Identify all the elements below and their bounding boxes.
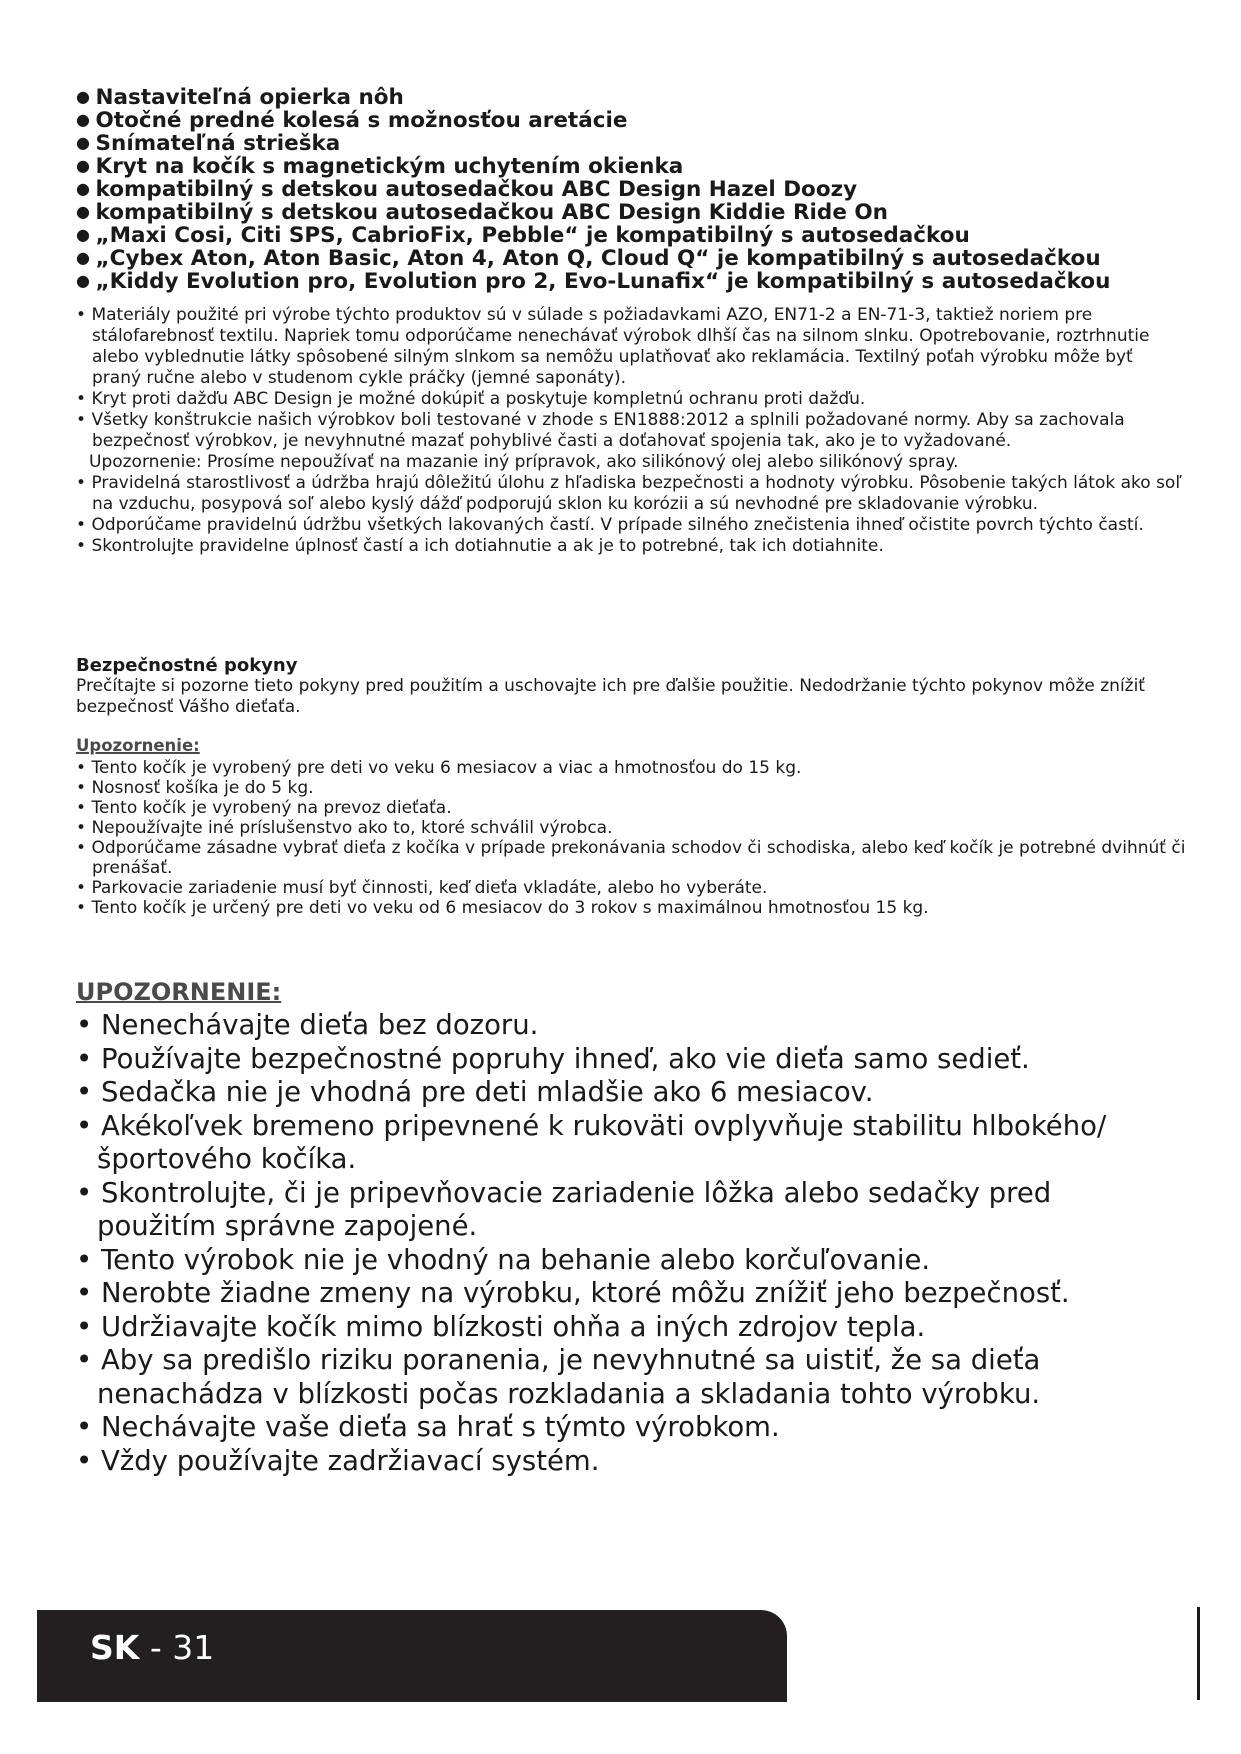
- warning-item: • Odporúčame zásadne vybrať dieťa z kočíka v prípade prekonávania schodov či schodiska, alebo keď kočík je potrebné dvihnúť či prenášať.: [76, 838, 1186, 878]
- warning-item-large: • Nechávajte vaše dieťa sa hrať s týmto výrobkom.: [76, 1411, 1176, 1445]
- warning-heading-small: Upozornenie:: [76, 736, 200, 755]
- warning-heading-large: UPOZORNENIE:: [76, 978, 282, 1006]
- warning-item: • Tento kočík je určený pre deti vo veku od 6 mesiacov do 3 rokov s maximálnou hmotnosťou 15 kg.: [76, 898, 1186, 918]
- warning-item-large: • Tento výrobok nie je vhodný na behanie alebo korčuľovanie.: [76, 1244, 1176, 1278]
- warning-item-large: • Nenechávajte dieťa bez dozoru.: [76, 1009, 1176, 1043]
- care-note: • Skontrolujte pravidelne úplnosť častí a ich dotiahnutie a ak je to potrebné, tak ich dotiahnite.: [76, 536, 1186, 557]
- feature-item: ● kompatibilný s detskou autosedačkou ABC Design Hazel Doozy: [76, 178, 1196, 201]
- safety-text: Prečítajte si pozorne tieto pokyny pred použitím a uschovajte ich pre ďalšie použitie. Nedodržanie týchto pokynov môže znížiť bezpečnosť Vášho dieťaťa.: [76, 676, 1145, 717]
- feature-item: ● Kryt na kočík s magnetickým uchytením okienka: [76, 155, 1196, 178]
- feature-item: ● Snímateľná strieška: [76, 132, 1196, 155]
- warning-item-large: • Sedačka nie je vhodná pre deti mladšie ako 6 mesiacov.: [76, 1076, 1176, 1110]
- warning-list-small: [76, 758, 1186, 918]
- language-code: SK: [90, 1628, 140, 1667]
- warning-item: • Tento kočík je vyrobený na prevoz dieťaťa.: [76, 798, 1186, 818]
- lubrication-warning: Upozornenie: Prosíme nepoužívať na mazanie iný prípravok, ako silikónový olej alebo silikónový spray.: [89, 452, 959, 472]
- feature-item: ● „Kiddy Evolution pro, Evolution pro 2, Evo-Lunafix“ je kompatibilný s autosedačkou: [76, 270, 1196, 293]
- care-note: • Pravidelná starostlivosť a údržba hrajú dôležitú úlohu z hľadiska bezpečnosti a hodnoty výrobku. Pôsobenie takých látok ako soľ na vzduchu, posypová soľ alebo kyslý dážď podporujú sklon ku korózii a sú nevhodné pre skladovanie výrobku.: [76, 473, 1186, 515]
- warning-item-large: • Udržiavajte kočík mimo blízkosti ohňa a iných zdrojov tepla.: [76, 1311, 1176, 1345]
- warning-item-large: • Používajte bezpečnostné popruhy ihneď, ako vie dieťa samo sedieť.: [76, 1043, 1176, 1077]
- feature-item: ● kompatibilný s detskou autosedačkou ABC Design Kiddie Ride On: [76, 201, 1196, 224]
- warning-item-large: • Skontrolujte, či je pripevňovacie zariadenie lôžka alebo sedačky pred použitím správne zapojené.: [76, 1177, 1176, 1244]
- safety-heading: Bezpečnostné pokyny: [76, 655, 298, 676]
- page-footer: [90, 1628, 214, 1668]
- warning-section-large: [76, 977, 1176, 1478]
- footer-separator: -: [139, 1628, 173, 1667]
- warning-item-large: • Akékoľvek bremeno pripevnené k rukoväti ovplyvňuje stabilitu hlbokého/ športového kočíka.: [76, 1110, 1176, 1177]
- care-notes-list: [76, 305, 1186, 557]
- warning-item-large: • Vždy používajte zadržiavací systém.: [76, 1445, 1176, 1479]
- warning-list-large: [76, 1009, 1176, 1478]
- care-note: • Materiály použité pri výrobe týchto produktov sú v súlade s požiadavkami AZO, EN71-2 a EN-71-3, taktiež noriem pre stálofarebnosť textilu. Napriek tomu odporúčame nenechávať výrobok dlhší čas na silnom slnku. Opotrebovanie, roztrhnutie alebo vyblednutie látky spôsobené silným slnkom sa nemôžu uplatňovať ako reklamácia. Textilný poťah výrobku môže byť praný ručne alebo v studenom cykle práčky (jemné saponáty).: [76, 305, 1186, 389]
- safety-section: [76, 655, 1186, 718]
- warning-item: • Nosnosť košíka je do 5 kg.: [76, 778, 1186, 798]
- warning-item-large: • Aby sa predišlo riziku poranenia, je nevyhnutné sa uistiť, že sa dieťa nenachádza v blízkosti počas rozkladania a skladania tohto výrobku.: [76, 1344, 1176, 1411]
- warning-item-large: • Nerobte žiadne zmeny na výrobku, ktoré môžu znížiť jeho bezpečnosť.: [76, 1277, 1176, 1311]
- care-note: • Odporúčame pravidelnú údržbu všetkých lakovaných častí. V prípade silného znečistenia ihneď očistite povrch týchto častí.: [76, 515, 1186, 536]
- warning-item: • Tento kočík je vyrobený pre deti vo veku 6 mesiacov a viac a hmotnosťou do 15 kg.: [76, 758, 1186, 778]
- warning-item: • Parkovacie zariadenie musí byť činnosti, keď dieťa vkladáte, alebo ho vyberáte.: [76, 878, 1186, 898]
- margin-divider: [1197, 1607, 1200, 1700]
- care-note: • Všetky konštrukcie našich výrobkov boli testované v zhode s EN1888:2012 a splnili požadované normy. Aby sa zachovala bezpečnosť výrobkov, je nevyhnutné mazať pohyblivé časti a doťahovať spojenia tak, ako je to vyžadované.: [76, 410, 1186, 452]
- feature-item: ● Otočné predné kolesá s možnosťou aretácie: [76, 109, 1196, 132]
- page-number: 31: [172, 1628, 215, 1667]
- warning-item: • Nepoužívajte iné príslušenstvo ako to, ktoré schválil výrobca.: [76, 818, 1186, 838]
- warning-section-small: [76, 736, 1186, 918]
- feature-list: [76, 86, 1196, 293]
- feature-item: ● „Maxi Cosi, Citi SPS, CabrioFix, Pebble“ je kompatibilný s autosedačkou: [76, 224, 1196, 247]
- care-note: • Kryt proti dažďu ABC Design je možné dokúpiť a poskytuje kompletnú ochranu proti dažďu.: [76, 389, 1186, 410]
- feature-item: ● „Cybex Aton, Aton Basic, Aton 4, Aton Q, Cloud Q“ je kompatibilný s autosedačkou: [76, 247, 1196, 270]
- feature-item: ● Nastaviteľná opierka nôh: [76, 86, 1196, 109]
